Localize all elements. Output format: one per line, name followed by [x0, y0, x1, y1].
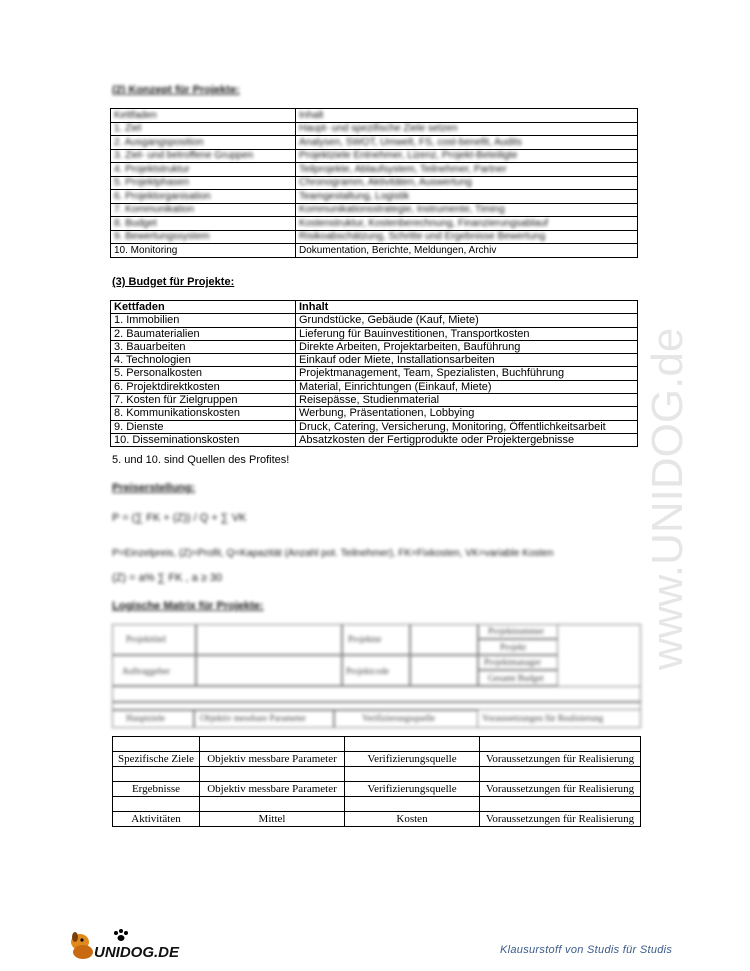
matrix-empty-cell — [200, 767, 345, 782]
header-cell: Kettfaden — [111, 301, 296, 314]
kettfaden-cell: 10. Monitoring — [111, 244, 296, 258]
table-row — [111, 203, 638, 217]
table-row — [111, 136, 638, 150]
projekttitel-label: Projekttitel — [126, 634, 166, 644]
section2-title: (2) Konzept für Projekte: — [112, 84, 240, 96]
pricing-title: Preiserstellung: — [112, 482, 196, 494]
dog-logo-icon — [66, 928, 184, 962]
hauptziele-verif-label: Verifizierungsquelle — [362, 713, 435, 723]
matrix-cell: Verifizierungsquelle — [345, 752, 480, 767]
table-row — [111, 394, 638, 407]
kettfaden-cell: 8. Budget — [111, 217, 296, 231]
inhalt-cell: Material, Einrichtungen (Einkauf, Miete) — [296, 380, 638, 393]
table-row — [111, 340, 638, 353]
projektnr-label: Projektnr — [348, 634, 382, 644]
inhalt-cell: Analysen, SWOT, Umwelt, FS, cost-benefit, Audits — [296, 136, 638, 150]
table-header-row — [111, 109, 638, 123]
table-row — [111, 407, 638, 420]
matrix-empty-cell — [345, 797, 480, 812]
matrix-cell: Mittel — [200, 812, 345, 827]
kettfaden-cell: 10. Disseminationskosten — [111, 433, 296, 446]
projekt-label: Projekt — [500, 642, 526, 652]
inhalt-cell: Haupt- und spezifische Ziele setzen — [296, 122, 638, 136]
matrix-row — [113, 752, 641, 767]
matrix-cell: Objektiv messbare Parameter — [200, 782, 345, 797]
logic-matrix-table — [112, 736, 641, 827]
matrix-empty-cell — [345, 767, 480, 782]
matrix-cell: Kosten — [345, 812, 480, 827]
auftraggeber-label: Auftraggeber — [122, 666, 170, 676]
inhalt-cell: Werbung, Präsentationen, Lobbying — [296, 407, 638, 420]
matrix-spacer-row — [113, 767, 641, 782]
table-row — [111, 176, 638, 190]
footer-tagline: Klausurstoff von Studis für Studis — [500, 944, 673, 956]
kettfaden-cell: 9. Bewertungssystem — [111, 230, 296, 244]
kettfaden-cell: 8. Kommunikationskosten — [111, 407, 296, 420]
hauptziele-label: Hauptziele — [126, 713, 165, 723]
matrix-empty-cell — [200, 797, 345, 812]
matrix-title: Logische Matrix für Projekte: — [112, 600, 264, 612]
table-header-row — [111, 301, 638, 314]
matrix-row — [113, 782, 641, 797]
kettfaden-cell: 6. Projektorganisation — [111, 190, 296, 204]
matrix-cell: Ergebnisse — [113, 782, 200, 797]
budget-table — [110, 300, 638, 447]
table-row — [111, 380, 638, 393]
header-cell: Inhalt — [296, 301, 638, 314]
price-formula: P = (∑ FK + (Z)) / Q + ∑ VK — [112, 512, 247, 524]
table-row — [111, 354, 638, 367]
table-row — [111, 217, 638, 231]
matrix-empty-cell — [480, 797, 641, 812]
hauptziele-param-label: Objektiv messbare Parameter — [200, 713, 306, 723]
kettfaden-cell: 5. Projektphasen — [111, 176, 296, 190]
matrix-empty-cell — [480, 767, 641, 782]
header-cell: Inhalt — [296, 109, 638, 123]
matrix-empty-cell — [113, 797, 200, 812]
kettfaden-cell: 9. Dienste — [111, 420, 296, 433]
table-row — [111, 190, 638, 204]
kettfaden-cell: 3. Bauarbeiten — [111, 340, 296, 353]
inhalt-cell: Teilprojekte, Ablaufsystem, Teilnehmer, Partner — [296, 163, 638, 177]
inhalt-cell: Teamgestaltung, Logistik — [296, 190, 638, 204]
matrix-header-block — [112, 624, 641, 728]
profit-note: 5. und 10. sind Quellen des Profites! — [112, 454, 290, 466]
concept-table — [110, 108, 638, 258]
section3-title: (3) Budget für Projekte: — [112, 276, 235, 288]
inhalt-cell: Chronogramm, Aktivitäten, Auswertung — [296, 176, 638, 190]
kettfaden-cell: 6. Projektdirektkosten — [111, 380, 296, 393]
table-row — [111, 327, 638, 340]
matrix-cell: Voraussetzungen für Realisierung — [480, 782, 641, 797]
inhalt-cell: Druck, Catering, Versicherung, Monitoring, Öffentlichkeitsarbeit — [296, 420, 638, 433]
profit-formula: (Z) = a% ∑ FK , a ≥ 30 — [112, 572, 223, 584]
matrix-empty-cell — [113, 737, 200, 752]
matrix-cell: Verifizierungsquelle — [345, 782, 480, 797]
inhalt-cell: Projektziele Entnehmer, Lizenz, Projekt-Beteiligte — [296, 149, 638, 163]
kettfaden-cell: 2. Baumaterialien — [111, 327, 296, 340]
matrix-spacer-row — [113, 797, 641, 812]
kettfaden-cell: 4. Technologien — [111, 354, 296, 367]
kettfaden-cell: 1. Immobilien — [111, 314, 296, 327]
kettfaden-cell: 2. Ausgangsposition — [111, 136, 296, 150]
projektnummer-label: Projektnummer — [488, 626, 544, 636]
matrix-spacer-row — [113, 737, 641, 752]
watermark-text: www.UNIDOG.de — [643, 327, 692, 670]
table-row — [111, 244, 638, 258]
matrix-empty-cell — [345, 737, 480, 752]
inhalt-cell: Einkauf oder Miete, Installationsarbeiten — [296, 354, 638, 367]
inhalt-cell: Dokumentation, Berichte, Meldungen, Archiv — [296, 244, 638, 258]
kettfaden-cell: 7. Kommunikation — [111, 203, 296, 217]
kettfaden-cell: 1. Ziel — [111, 122, 296, 136]
matrix-empty-cell — [480, 737, 641, 752]
matrix-cell: Spezifische Ziele — [113, 752, 200, 767]
kettfaden-cell: 5. Personalkosten — [111, 367, 296, 380]
matrix-cell: Voraussetzungen für Realisierung — [480, 752, 641, 767]
hauptziele-vorauss-label: Voraussetzungen für Realisierung — [482, 713, 604, 723]
inhalt-cell: Projektmanagement, Team, Spezialisten, Buchführung — [296, 367, 638, 380]
inhalt-cell: Reisepässe, Studienmaterial — [296, 394, 638, 407]
gesamt-budget-label: Gesamt Budget — [488, 673, 544, 683]
kettfaden-cell: 7. Kosten für Zielgruppen — [111, 394, 296, 407]
inhalt-cell: Direkte Arbeiten, Projektarbeiten, Bauführung — [296, 340, 638, 353]
projektmanager-label: Projektmanager — [484, 657, 541, 667]
inhalt-cell: Lieferung für Bauinvestitionen, Transportkosten — [296, 327, 638, 340]
inhalt-cell: Risikoabschätzung, Schritte und Ergebnisse Bewertung — [296, 230, 638, 244]
unidog-logo — [66, 928, 184, 962]
projektcode-label: Projektcode — [346, 666, 389, 676]
matrix-row — [113, 812, 641, 827]
table-row — [111, 420, 638, 433]
table-row — [111, 314, 638, 327]
matrix-empty-cell — [200, 737, 345, 752]
header-cell: Kettfaden — [111, 109, 296, 123]
price-legend: P=Einzelpreis, (Z)=Profit, Q=Kapazität (Anzahl pot. Teilnehmer), FK=Fixkosten, VK=variable Kosten — [112, 548, 554, 559]
table-row — [111, 367, 638, 380]
inhalt-cell: Kommunikationsstrategie, Instrumente, Timing — [296, 203, 638, 217]
matrix-cell: Objektiv messbare Parameter — [200, 752, 345, 767]
inhalt-cell: Grundstücke, Gebäude (Kauf, Miete) — [296, 314, 638, 327]
kettfaden-cell: 3. Ziel- und betroffene Gruppen — [111, 149, 296, 163]
inhalt-cell: Absatzkosten der Fertigprodukte oder Projektergebnisse — [296, 433, 638, 446]
table-row — [111, 230, 638, 244]
matrix-cell: Aktivitäten — [113, 812, 200, 827]
logo-text: UNIDOG.DE — [94, 944, 180, 961]
table-row — [111, 163, 638, 177]
table-row — [111, 149, 638, 163]
table-row — [111, 122, 638, 136]
matrix-cell: Voraussetzungen für Realisierung — [480, 812, 641, 827]
table-row — [111, 433, 638, 446]
unidog-watermark — [640, 260, 700, 680]
inhalt-cell: Kostenstruktur, Kostenberechnung, Finanzierungsablauf — [296, 217, 638, 231]
matrix-empty-cell — [113, 767, 200, 782]
kettfaden-cell: 4. Projektstruktur — [111, 163, 296, 177]
